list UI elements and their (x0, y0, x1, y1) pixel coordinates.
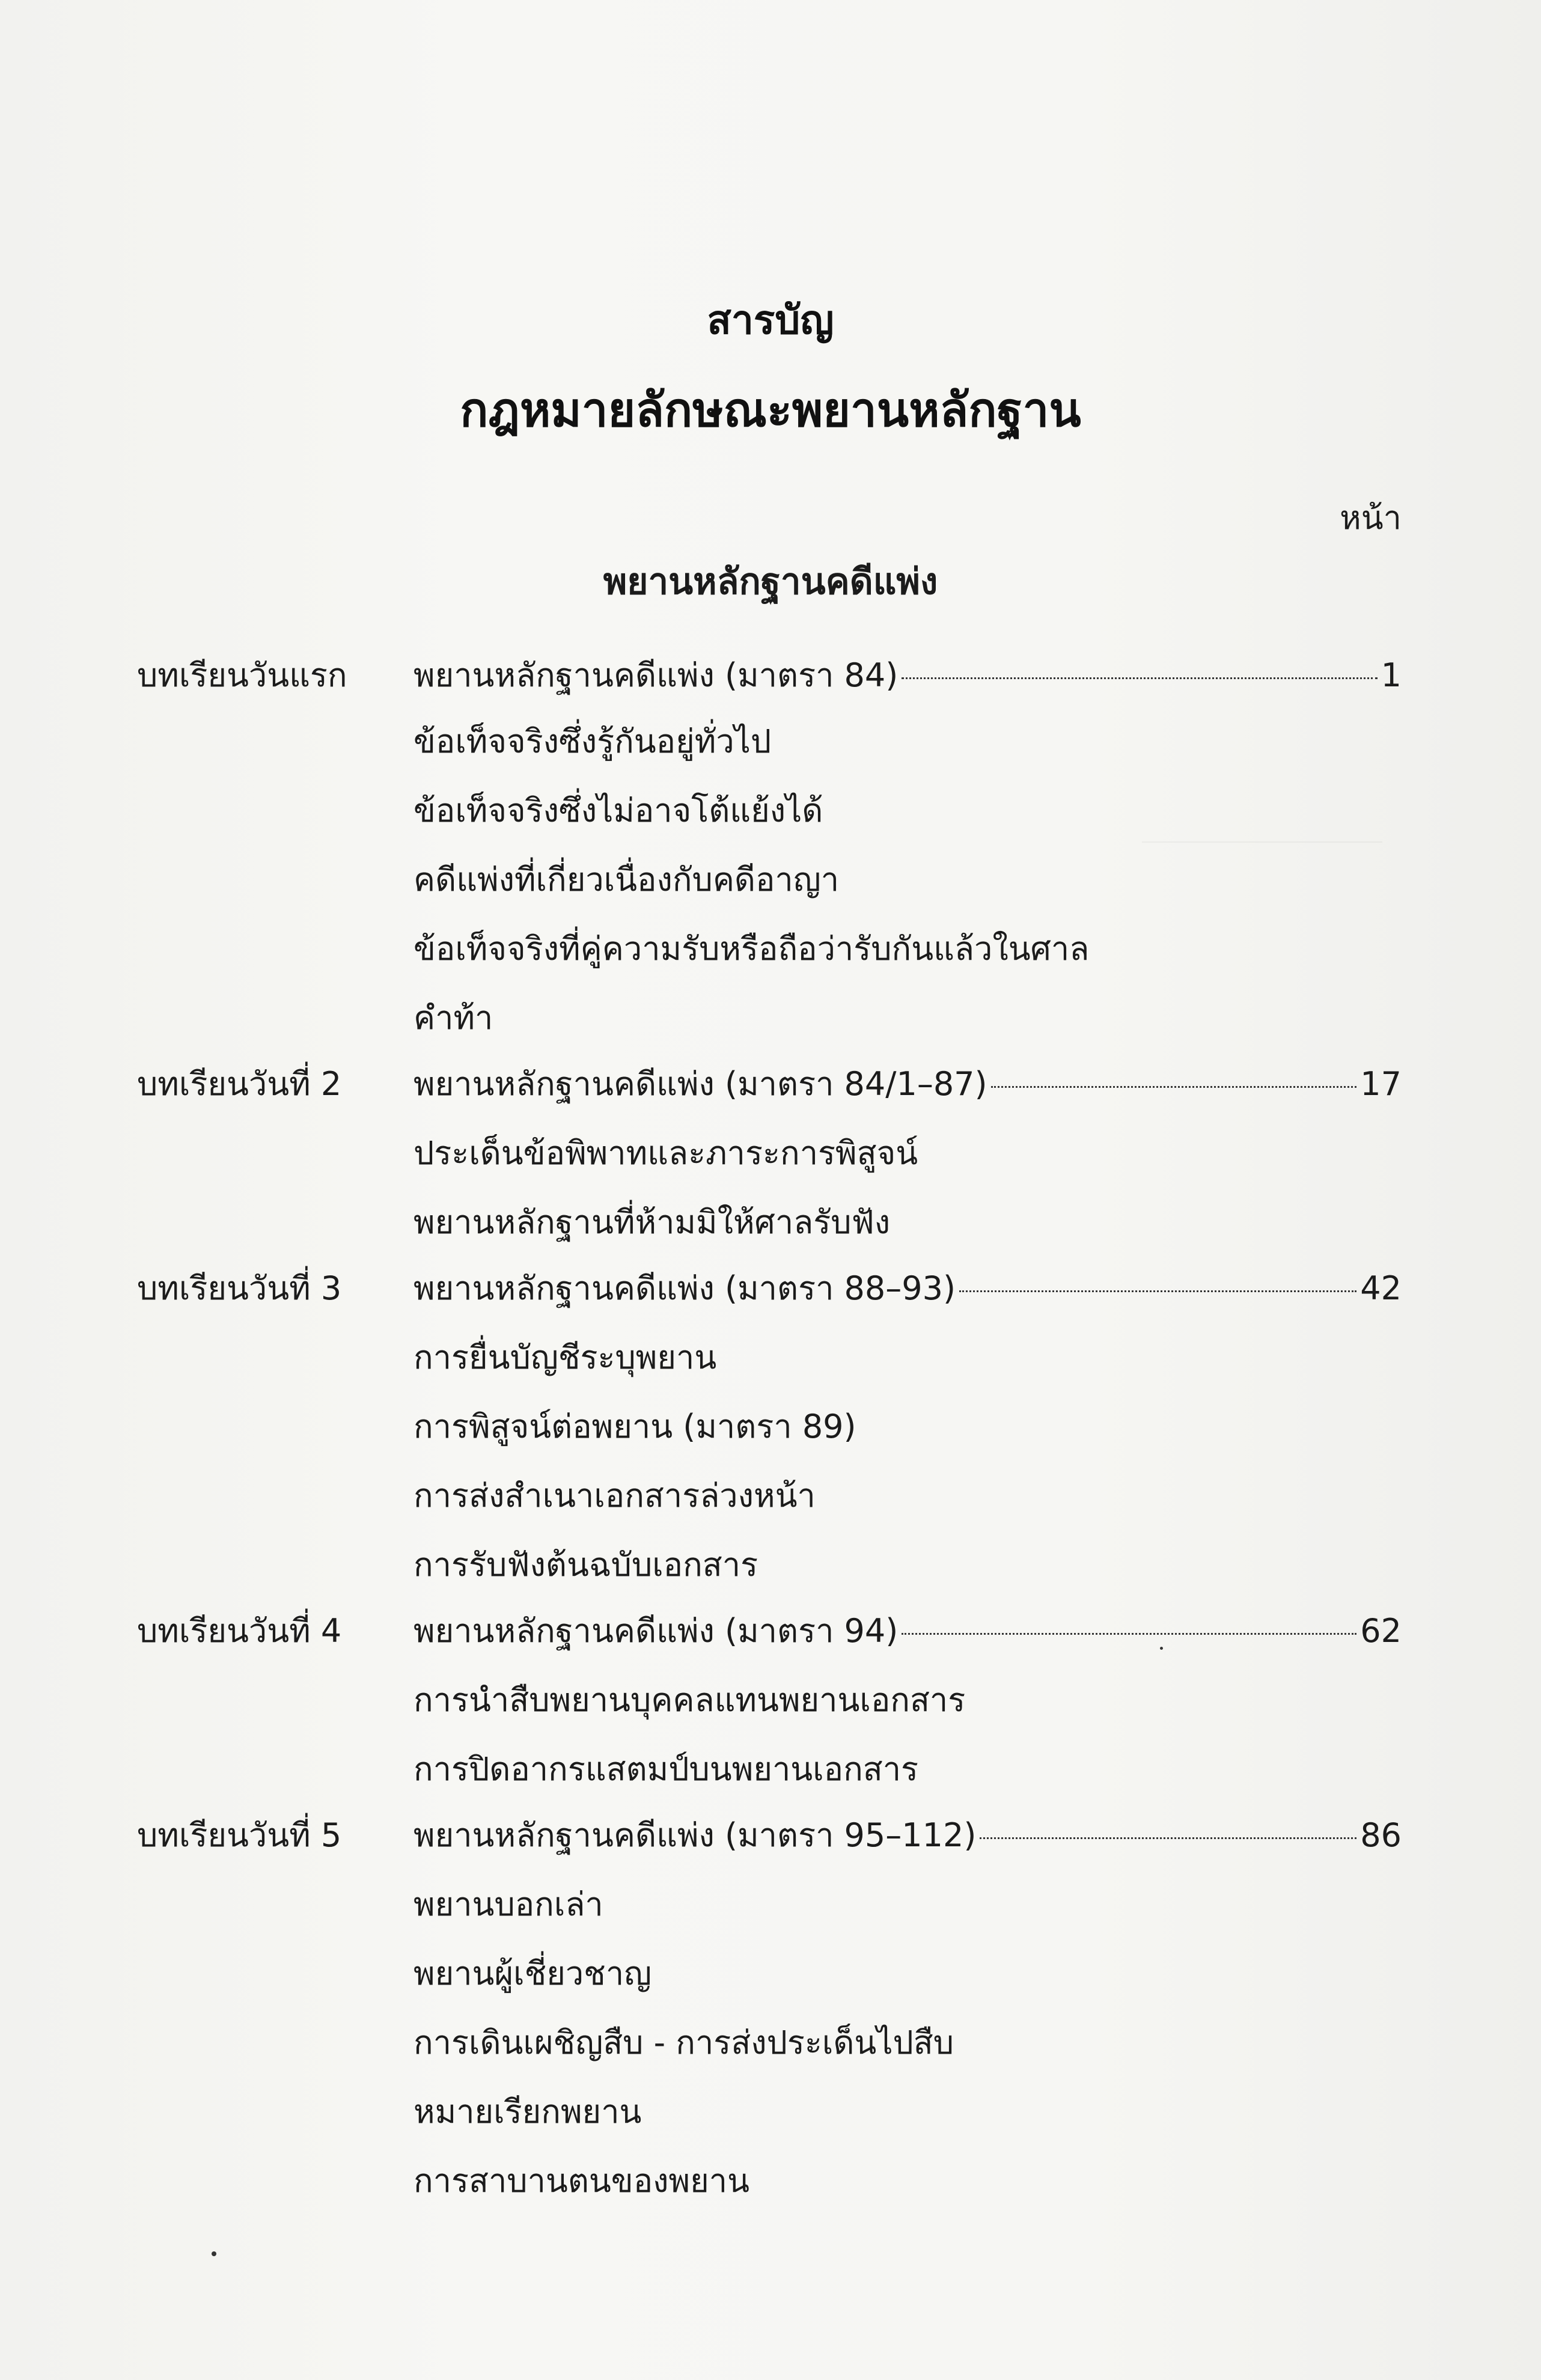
toc-topic: การปิดอากรแสตมป์บนพยานเอกสาร (413, 1750, 919, 1788)
toc-topic: คดีแพ่งที่เกี่ยวเนื่องกับคดีอาญา (413, 861, 840, 899)
page-number: 42 (1360, 1269, 1402, 1307)
toc-topic: ข้อเท็จจริงซึ่งไม่อาจโต้แย้งได้ (413, 792, 823, 829)
dot-leader (980, 1837, 1356, 1839)
page-number: 17 (1360, 1065, 1402, 1103)
toc-heading-row[interactable] (413, 1809, 1402, 1861)
toc-topic: พยานผู้เชี่ยวชาญ (413, 1954, 652, 1992)
toc-topic: การนำสืบพยานบุคคลแทนพยานเอกสาร (413, 1681, 966, 1719)
page-column-label: หน้า (1340, 499, 1402, 537)
toc-topic: ประเด็นข้อพิพาทและภาระการพิสูจน์ (413, 1134, 918, 1172)
lesson-label: บทเรียนวันที่ 2 (137, 1065, 342, 1103)
toc-topic: การยื่นบัญชีระบุพยาน (413, 1338, 717, 1376)
page-number: 1 (1381, 656, 1402, 694)
toc-topic: พยานหลักฐานที่ห้ามมิให้ศาลรับฟัง (413, 1203, 891, 1241)
toc-topic: การรับฟังต้นฉบับเอกสาร (413, 1546, 758, 1584)
toc-topic: คำท้า (413, 999, 493, 1037)
toc-topic: ข้อเท็จจริงซึ่งรู้กันอยู่ทั่วไป (413, 722, 772, 760)
toc-topic: การส่งสำเนาเอกสารล่วงหน้า (413, 1477, 816, 1515)
toc-entry-lesson-1 (0, 649, 1541, 703)
toc-topic: การสาบานตนของพยาน (413, 2162, 749, 2200)
lesson-label: บทเรียนวันที่ 5 (137, 1816, 342, 1854)
section-title: พยานหลักฐานคดีแพ่ง (603, 561, 938, 603)
scan-speck (212, 2251, 216, 2256)
dot-leader (902, 1633, 1356, 1635)
dot-leader (991, 1086, 1357, 1088)
page-subtitle: กฎหมายลักษณะพยานหลักฐาน (460, 383, 1081, 438)
toc-topic: การพิสูจน์ต่อพยาน (มาตรา 89) (413, 1408, 856, 1445)
toc-entry-lesson-3 (0, 1262, 1541, 1316)
toc-topic: ข้อเท็จจริงที่คู่ความรับหรือถือว่ารับกันแล้วในศาล (413, 930, 1090, 968)
toc-topic: การเดินเผชิญสืบ - การส่งประเด็นไปสืบ (413, 2024, 954, 2061)
bleed-through-mark (1142, 841, 1382, 855)
page-number: 62 (1360, 1612, 1402, 1650)
toc-topic: พยานบอกเล่า (413, 1885, 603, 1923)
toc-heading: พยานหลักฐานคดีแพ่ง (มาตรา 84) (413, 656, 899, 694)
dot-leader (902, 677, 1377, 679)
page-number: 86 (1360, 1816, 1402, 1854)
toc-heading-row[interactable] (413, 1058, 1402, 1109)
scan-speck (1160, 1647, 1163, 1650)
toc-topic: หมายเรียกพยาน (413, 2093, 642, 2131)
toc-heading-row[interactable] (413, 1262, 1402, 1314)
toc-entry-lesson-5 (0, 1809, 1541, 1863)
toc-heading: พยานหลักฐานคดีแพ่ง (มาตรา 94) (413, 1612, 899, 1650)
lesson-label: บทเรียนวันแรก (137, 656, 347, 694)
lesson-label: บทเรียนวันที่ 3 (137, 1269, 342, 1307)
toc-entry-lesson-2 (0, 1058, 1541, 1112)
dot-leader (959, 1290, 1356, 1292)
toc-heading: พยานหลักฐานคดีแพ่ง (มาตรา 88–93) (413, 1269, 956, 1307)
lesson-label: บทเรียนวันที่ 4 (137, 1612, 342, 1650)
toc-heading: พยานหลักฐานคดีแพ่ง (มาตรา 95–112) (413, 1816, 977, 1854)
page-title: สารบัญ (707, 297, 834, 343)
toc-entry-lesson-4 (0, 1605, 1541, 1659)
toc-heading-row[interactable] (413, 1605, 1402, 1656)
toc-heading: พยานหลักฐานคดีแพ่ง (มาตรา 84/1–87) (413, 1065, 987, 1103)
toc-heading-row[interactable] (413, 649, 1402, 701)
